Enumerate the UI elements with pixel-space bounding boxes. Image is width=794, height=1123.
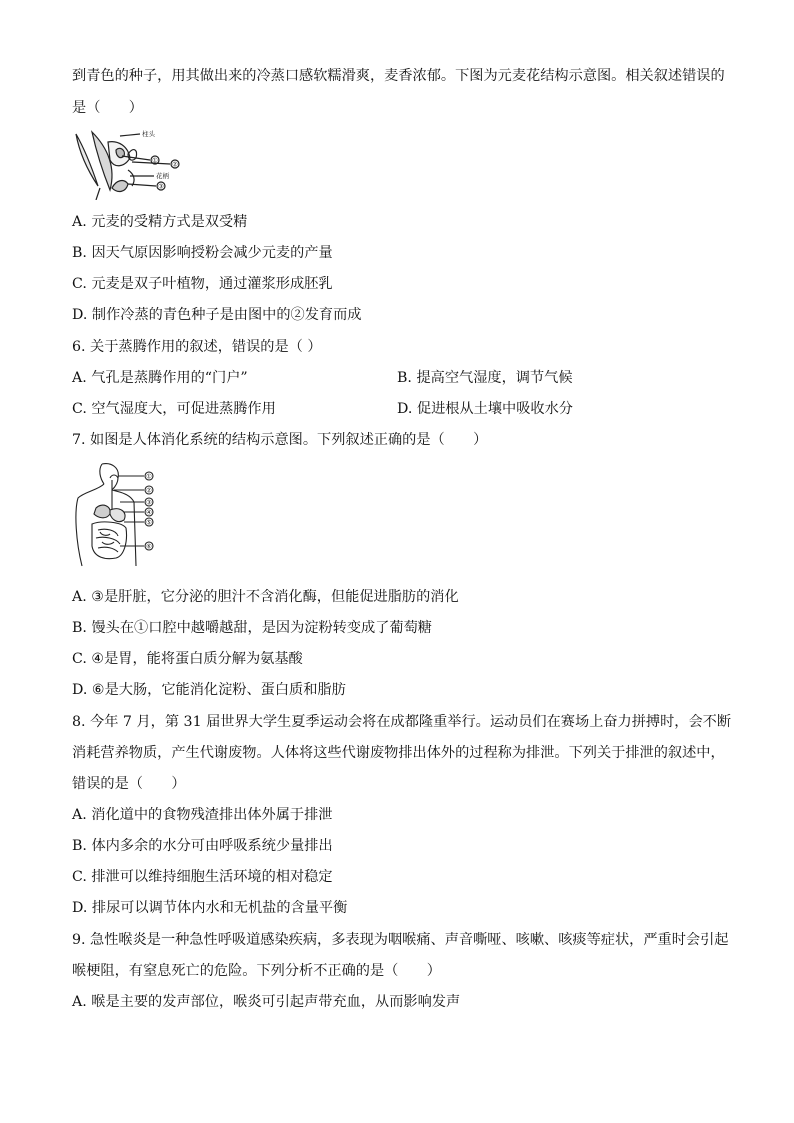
figure-label-pedicel: 花柄 — [156, 172, 169, 180]
q7-option-d: D. ⑥是大肠，它能消化淀粉、蛋白质和脂肪 — [72, 682, 346, 698]
q5-stem-line1: 到青色的种子，用其做出来的冷蒸口感软糯滑爽，麦香浓郁。下图为元麦花结构示意图。相关叙述错误的 — [72, 68, 725, 84]
q6-option-d: D. 促进根从土壤中吸收水分 — [397, 401, 573, 417]
q5-stem-line2: 是（ ） — [72, 100, 143, 116]
q9-option-a: A. 喉是主要的发声部位，喉炎可引起声带充血，从而影响发声 — [72, 994, 461, 1010]
figure-label-1: ① — [152, 156, 158, 165]
q8-option-d: D. 排尿可以调节体内水和无机盐的含量平衡 — [72, 900, 348, 916]
q8-option-a: A. 消化道中的食物残渣排出体外属于排泄 — [72, 807, 333, 823]
q6-option-b: B. 提高空气湿度，调节气候 — [397, 370, 573, 386]
q7-option-c: C. ④是胃，能将蛋白质分解为氨基酸 — [72, 651, 303, 667]
figure-label-2: ② — [172, 160, 178, 169]
q9-stem-line2: 喉梗阻，有窒息死亡的危险。下列分析不正确的是（ ） — [72, 963, 441, 979]
q8-stem-line3: 错误的是（ ） — [72, 776, 186, 792]
q6-option-a: A. 气孔是蒸腾作用的“门户” — [72, 370, 248, 386]
flower-structure-figure — [72, 128, 192, 204]
figure-label-1: ① — [146, 472, 152, 481]
digestive-system-figure — [72, 462, 164, 572]
q5-option-a: A. 元麦的受精方式是双受精 — [72, 214, 248, 230]
figure-label-2: ② — [146, 486, 152, 495]
q6-stem: 6. 关于蒸腾作用的叙述，错误的是（ ） — [72, 339, 322, 355]
figure-label-6: ⑥ — [146, 542, 152, 551]
q8-stem-line1: 8. 今年 7 月，第 31 届世界大学生夏季运动会将在成都隆重举行。运动员们在赛场上奋力拼搏时，会不断 — [72, 714, 732, 730]
figure-label-stigma: 柱头 — [142, 130, 155, 138]
q8-stem-line2: 消耗营养物质，产生代谢废物。人体将这些代谢废物排出体外的过程称为排泄。下列关于排泄的叙述中， — [72, 745, 725, 761]
figure-label-3: ③ — [146, 498, 152, 507]
q8-option-c: C. 排泄可以维持细胞生活环境的相对稳定 — [72, 869, 333, 885]
q9-stem-line1: 9. 急性喉炎是一种急性呼吸道感染疾病，多表现为咽喉痛、声音嘶哑、咳嗽、咳痰等症状，严重时会引起 — [72, 932, 729, 948]
figure-label-3: ③ — [158, 182, 164, 191]
q5-option-d: D. 制作冷蒸的青色种子是由图中的②发育而成 — [72, 307, 362, 323]
q8-option-b: B. 体内多余的水分可由呼吸系统少量排出 — [72, 838, 333, 854]
q7-option-b: B. 馒头在①口腔中越嚼越甜，是因为淀粉转变成了葡萄糖 — [72, 620, 432, 636]
q5-option-b: B. 因天气原因影响授粉会减少元麦的产量 — [72, 245, 333, 261]
q5-option-c: C. 元麦是双子叶植物，通过灌浆形成胚乳 — [72, 276, 333, 292]
figure-label-5: ⑤ — [146, 518, 152, 527]
q7-option-a: A. ③是肝脏，它分泌的胆汁不含消化酶，但能促进脂肪的消化 — [72, 589, 459, 605]
q6-option-c: C. 空气湿度大，可促进蒸腾作用 — [72, 401, 276, 417]
q7-stem: 7. 如图是人体消化系统的结构示意图。下列叙述正确的是（ ） — [72, 432, 488, 448]
figure-label-4: ④ — [146, 508, 152, 517]
